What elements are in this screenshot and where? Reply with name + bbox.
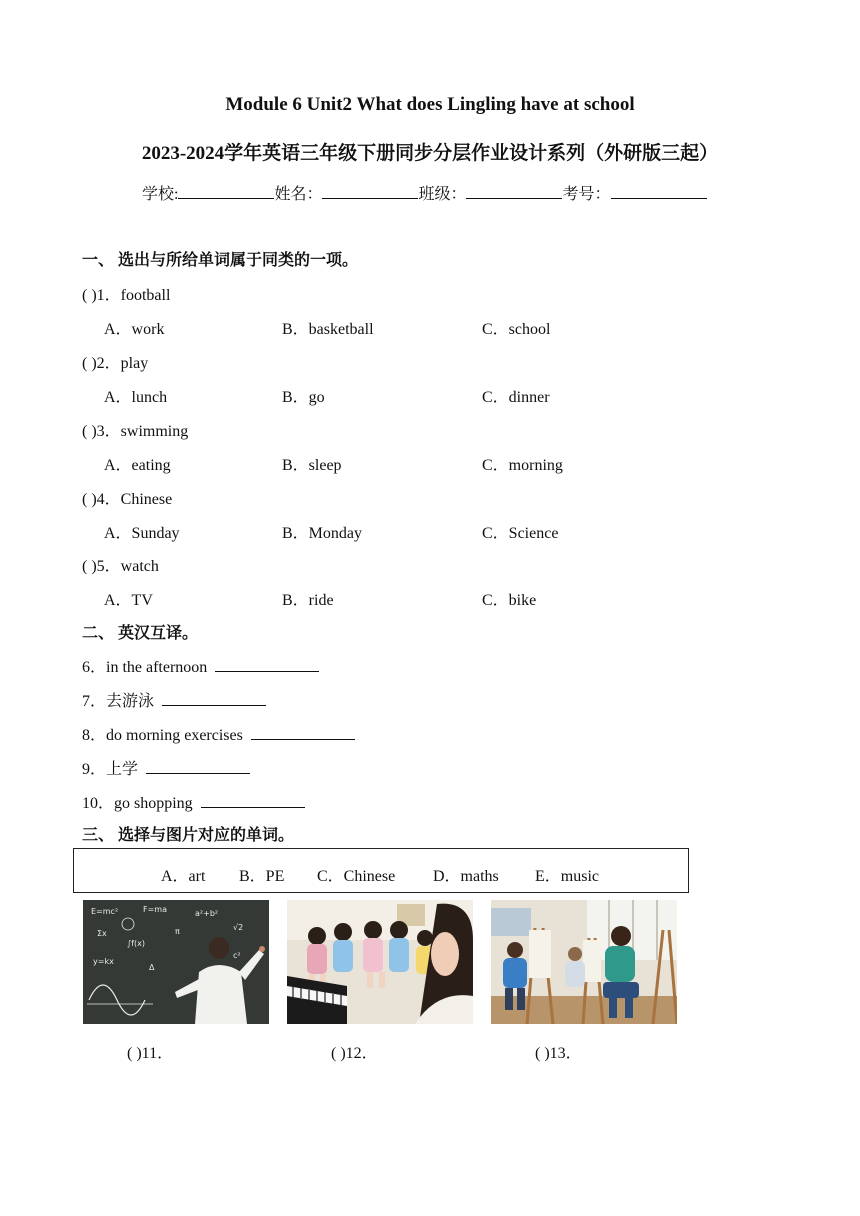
item-10-text: 10．go shopping	[82, 795, 193, 812]
q5-option-c[interactable]: C．bike	[482, 592, 537, 609]
title-line-1: Module 6 Unit2 What does Lingling have at school	[225, 94, 635, 115]
q4-option-a[interactable]: A．Sunday	[104, 525, 180, 542]
question-5-stem[interactable]: ( )5．watch	[82, 558, 159, 575]
q5-option-b[interactable]: B．ride	[282, 592, 334, 609]
student-info-row	[142, 181, 707, 204]
formula-6: π	[175, 927, 180, 936]
picture-art-easels	[491, 900, 677, 1024]
picture-13-answer[interactable]: ( )13．	[535, 1045, 582, 1062]
q3-option-c[interactable]: C．morning	[482, 457, 563, 474]
question-1-stem[interactable]: ( )1．football	[82, 287, 171, 304]
formula-9: c²	[233, 951, 241, 960]
translation-item-7	[82, 688, 266, 711]
translation-item-8	[82, 722, 355, 745]
info-name-blank[interactable]	[322, 184, 418, 199]
formula-4: Σx	[97, 929, 107, 938]
word-bank-d: D．maths	[433, 868, 499, 885]
item-10-answer-blank[interactable]	[201, 793, 305, 808]
q3-option-a[interactable]: A．eating	[104, 457, 171, 474]
q1-option-c[interactable]: C．school	[482, 321, 551, 338]
item-9-text: 9．上学	[82, 761, 139, 778]
word-bank-e: E．music	[535, 868, 599, 885]
info-school-blank[interactable]	[178, 184, 274, 199]
question-3-stem[interactable]: ( )3．swimming	[82, 423, 189, 440]
formula-5: ∫f(x)	[127, 939, 145, 948]
question-2-stem[interactable]: ( )2．play	[82, 355, 149, 372]
item-7-text: 7．去游泳	[82, 693, 155, 710]
item-6-text: 6．in the afternoon	[82, 659, 208, 676]
formula-1: E=mc²	[91, 907, 119, 916]
info-school-label: 学校:	[142, 186, 179, 203]
section-3-heading: 三、 选择与图片对应的单词。	[82, 827, 295, 844]
q2-option-b[interactable]: B．go	[282, 389, 325, 406]
title-line-2: 2023-2024学年英语三年级下册同步分层作业设计系列（外研版三起）	[141, 143, 719, 164]
section-1-heading: 一、 选出与所给单词属于同类的一项。	[82, 252, 359, 269]
word-bank-box	[73, 848, 689, 893]
picture-11-answer[interactable]: ( )11．	[127, 1045, 174, 1062]
picture-music-piano	[287, 900, 473, 1024]
formula-8: y=kx	[93, 957, 114, 966]
formula-7: √2	[233, 923, 244, 932]
q3-option-b[interactable]: B．sleep	[282, 457, 342, 474]
q5-option-a[interactable]: A．TV	[104, 592, 153, 609]
picture-maths-blackboard	[83, 900, 269, 1024]
formula-2: F=ma	[143, 905, 167, 914]
info-class-blank[interactable]	[466, 184, 562, 199]
item-8-text: 8．do morning exercises	[82, 727, 243, 744]
word-bank-c: C．Chinese	[317, 868, 396, 885]
item-9-answer-blank[interactable]	[146, 759, 250, 774]
item-7-answer-blank[interactable]	[162, 691, 266, 706]
info-name-label: 姓名：	[274, 186, 323, 203]
info-exam-label: 考号：	[562, 186, 611, 203]
q2-option-a[interactable]: A．lunch	[104, 389, 168, 406]
translation-item-6	[82, 654, 319, 677]
info-exam-blank[interactable]	[611, 184, 707, 199]
q4-option-b[interactable]: B．Monday	[282, 525, 363, 542]
item-8-answer-blank[interactable]	[251, 725, 355, 740]
q1-option-b[interactable]: B．basketball	[282, 321, 374, 338]
picture-12-answer[interactable]: ( )12．	[331, 1045, 378, 1062]
q1-option-a[interactable]: A．work	[104, 321, 165, 338]
question-4-stem[interactable]: ( )4．Chinese	[82, 491, 173, 508]
q4-option-c[interactable]: C．Science	[482, 525, 559, 542]
formula-10: Δ	[149, 963, 155, 972]
info-class-label: 班级：	[418, 186, 467, 203]
word-bank-a: A．art	[161, 868, 206, 885]
translation-item-9	[82, 756, 250, 779]
formula-3: a²+b²	[195, 909, 219, 918]
item-6-answer-blank[interactable]	[215, 657, 319, 672]
q2-option-c[interactable]: C．dinner	[482, 389, 550, 406]
section-2-heading: 二、 英汉互译。	[82, 625, 199, 642]
translation-item-10	[82, 790, 305, 813]
word-bank-b: B．PE	[239, 868, 285, 885]
